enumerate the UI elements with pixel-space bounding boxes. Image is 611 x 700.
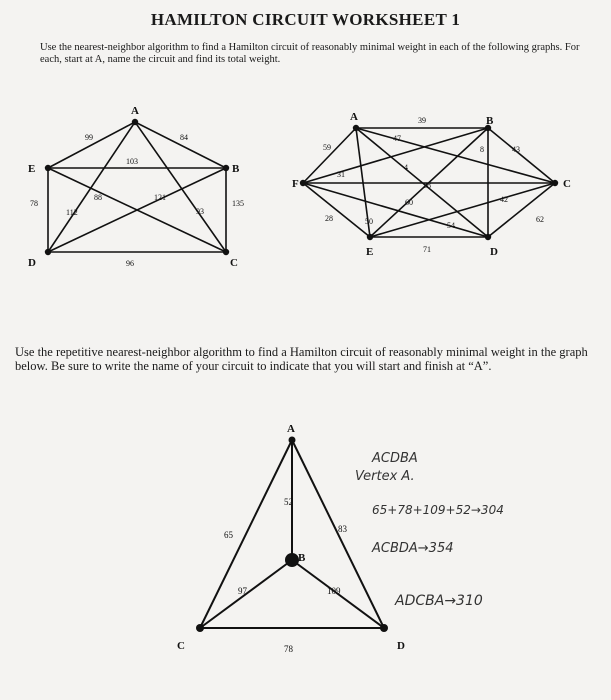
g2-weight-AD: 50 [365, 217, 373, 226]
g1-weight-BC: 135 [232, 199, 244, 208]
graph-1-vertices [45, 119, 229, 255]
edge-AB [135, 122, 226, 168]
g1-weight-AC: 93 [196, 207, 204, 216]
edge-EF [303, 183, 370, 237]
worksheet-title: HAMILTON CIRCUIT WORKSHEET 1 [150, 10, 461, 29]
g1-weight-AB: 84 [180, 133, 188, 142]
hand-line-2: Vertex A. [355, 469, 415, 484]
hand-line-1: ACDBA [372, 451, 418, 466]
g2-vertex-B: B [486, 115, 494, 127]
g3-weight-AB: 52 [284, 497, 293, 507]
g2-weight-AF: 38 [423, 181, 431, 190]
handwritten-notes [355, 451, 504, 609]
g2-weight-AB: 39 [418, 116, 426, 125]
hand-line-5: ADCBA→310 [395, 593, 483, 609]
hand-line-3: 65+78+109+52→304 [372, 503, 504, 517]
hand-line-4: ACBDA→354 [372, 541, 454, 556]
g2-weight-DC: 62 [536, 215, 544, 224]
g1-weight-BD: 121 [154, 193, 166, 202]
g2-weight-BE: 42 [500, 195, 508, 204]
g1-vertex-A: A [131, 105, 139, 117]
g2-weight-FC: 60 [405, 198, 413, 207]
g2-weight-EB: 54 [447, 221, 455, 230]
graph-2-labels [292, 111, 571, 258]
g2-vertex-E: E [366, 246, 374, 258]
g3-weight-AD: 83 [338, 524, 347, 534]
g3-vertex-C: C [177, 640, 185, 652]
g2-weight-AE: 59 [323, 143, 331, 152]
edge-AE [48, 122, 135, 168]
g2-vertex-D: D [490, 246, 498, 258]
g1-vertex-E: E [28, 163, 36, 175]
g3-vertex-D: D [397, 640, 405, 652]
g3-vertex-A: A [287, 423, 295, 435]
edge-BC-outer [488, 128, 555, 183]
g1-weight-EB: 103 [126, 157, 138, 166]
g1-weight-AD: 112 [66, 208, 78, 217]
g3-vertex-B: B [298, 552, 306, 564]
g3-weight-BC: 97 [238, 586, 247, 596]
g2-vertex-C: C [563, 178, 571, 190]
g1-weight-EC: 88 [94, 193, 102, 202]
g1-weight-DC: 96 [126, 259, 134, 268]
g3-weight-AC: 65 [224, 530, 233, 540]
g1-weight-AE: 99 [85, 133, 93, 142]
g2-weight-FD: 4 [404, 163, 408, 172]
g1-weight-ED: 78 [30, 199, 38, 208]
g2-weight-FB: 31 [337, 170, 345, 179]
edge-CD [488, 183, 555, 237]
g2-weight-AC: 47 [393, 134, 401, 143]
edge-AC [356, 128, 555, 183]
g1-vertex-C: C [230, 257, 238, 269]
g2-weight-BC: 8 [480, 145, 484, 154]
g1-vertex-B: B [232, 163, 240, 175]
g2-weight-ED: 71 [423, 245, 431, 254]
edge-AC [200, 440, 292, 628]
g1-vertex-D: D [28, 257, 36, 269]
g3-weight-CD: 78 [284, 644, 293, 654]
g3-weight-BD: 109 [327, 586, 341, 596]
g2-vertex-F: F [292, 178, 299, 190]
instructions-part-1: Use the nearest-neighbor algorithm to find a Hamilton circuit of reasonably minimal weight in each of the following graphs. For each, start at A, name the circuit and find its total weight. [40, 42, 580, 65]
g2-weight-FE: 28 [325, 214, 333, 223]
instructions-part-2: Use the repetitive nearest-neighbor algorithm to find a Hamilton circuit of reasonably minimal weight in the graph below. Be sure to write the name of your circuit to indicate that you will start and finish at “A”. [15, 345, 588, 373]
graph-1 [48, 122, 226, 252]
g2-weight-CB2: 43 [512, 145, 520, 154]
g2-vertex-A: A [350, 111, 358, 123]
